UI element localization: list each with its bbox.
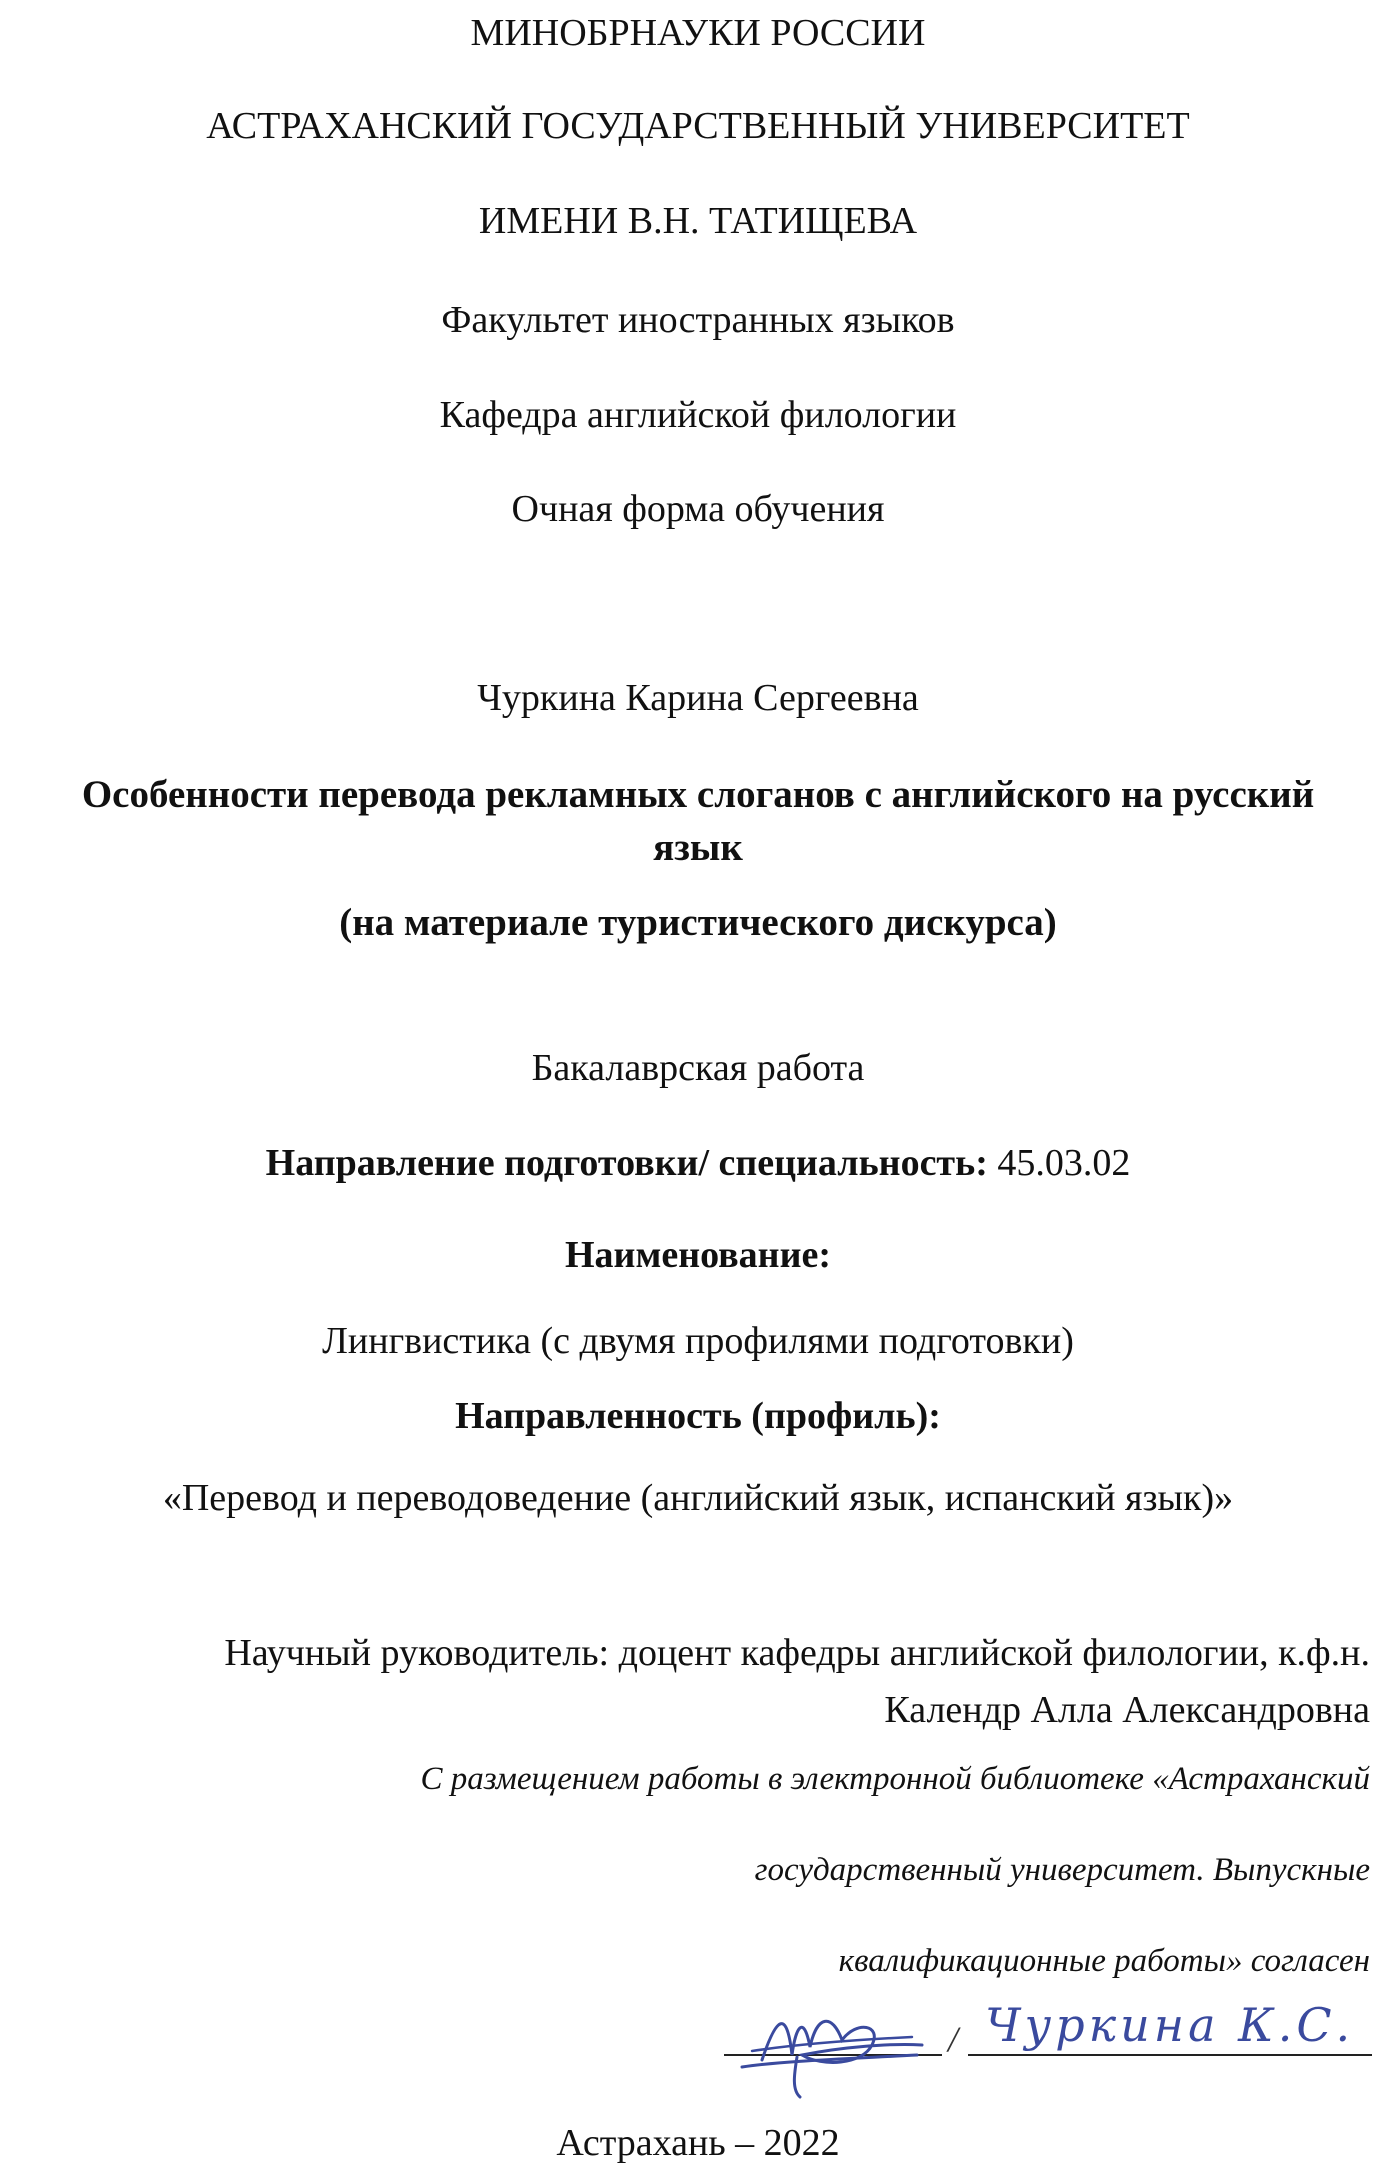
department-name: Кафедра английской филологии (439, 394, 957, 436)
work-type: Бакалаврская работа (531, 1047, 865, 1089)
handwritten-name: Чуркина К.С. (985, 1998, 1355, 2052)
faculty-name: Факультет иностранных языков (441, 299, 955, 341)
specialty-line (0, 1140, 1396, 1186)
thesis-title-line1: Особенности перевода рекламных слоганов с английского на русский (81, 773, 1315, 816)
specialty-label: Направление подготовки/ специальность: (265, 1142, 988, 1184)
study-form: Очная форма обучения (511, 488, 885, 530)
footer-city-year: Астрахань – 2022 (556, 2122, 840, 2164)
consent-line3: квалификационные работы» согласен (838, 1943, 1370, 1979)
thesis-title-line3: (на материале туристического дискурса) (339, 901, 1057, 944)
handwritten-signature-icon (722, 1985, 952, 2105)
signature-separator: / (948, 2019, 959, 2059)
specialty-code: 45.03.02 (997, 1142, 1131, 1184)
author-name: Чуркина Карина Сергеевна (477, 677, 919, 719)
supervisor-line1: Научный руководитель: доцент кафедры английской филологии, к.ф.н. (224, 1632, 1370, 1674)
profile-label: Направленность (профиль): (455, 1395, 941, 1437)
thesis-title-line2: язык (653, 826, 743, 869)
consent-line1: С размещением работы в электронной библиотеке «Астраханский (420, 1761, 1370, 1797)
signature-underline-right (968, 2054, 1372, 2056)
ministry-heading: МИНОБРНАУКИ РОССИИ (470, 12, 926, 54)
university-name-line1: АСТРАХАНСКИЙ ГОСУДАРСТВЕННЫЙ УНИВЕРСИТЕТ (206, 105, 1190, 147)
consent-line2: государственный университет. Выпускные (754, 1852, 1370, 1888)
name-label: Наименование: (565, 1234, 831, 1276)
name-value: Лингвистика (с двумя профилями подготовки) (322, 1320, 1074, 1362)
profile-value: «Перевод и переводоведение (английский язык, испанский язык)» (162, 1477, 1234, 1519)
university-name-line2: ИМЕНИ В.Н. ТАТИЩЕВА (478, 200, 918, 242)
supervisor-line2: Календр Алла Александровна (884, 1689, 1370, 1731)
